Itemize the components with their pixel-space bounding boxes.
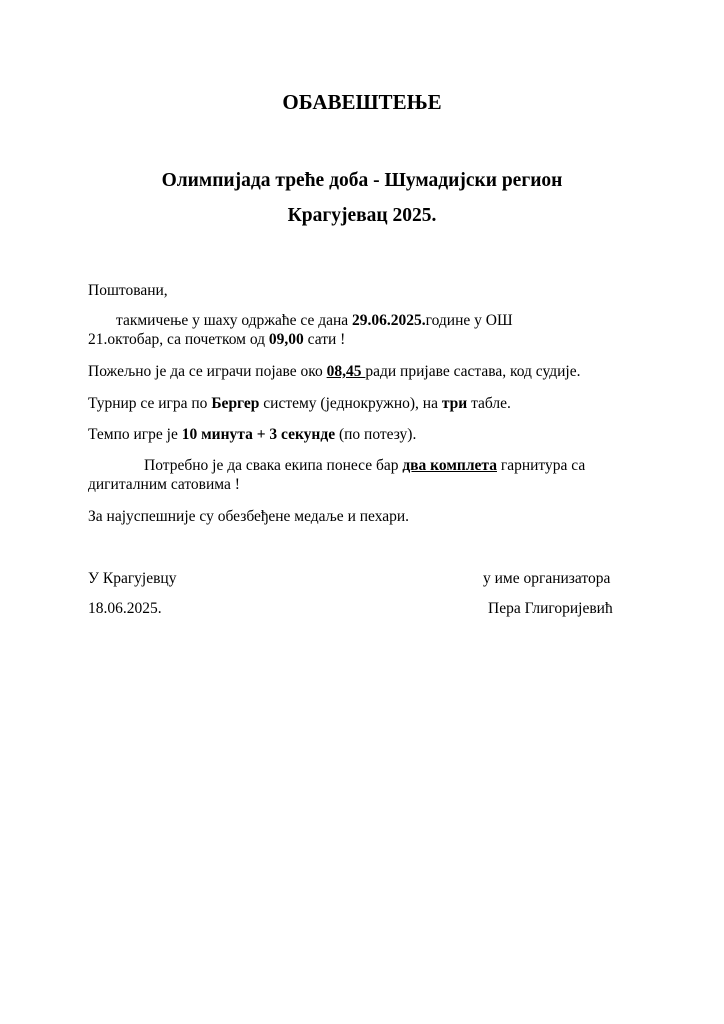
paragraph-time-line xyxy=(88,331,345,349)
text: гарнитура са xyxy=(496,457,586,474)
text: такмичење у шаху одржаће се дана xyxy=(116,312,353,329)
organizer-name: Пера Глигоријевић xyxy=(488,600,613,617)
text: ради пријаве састава, код судије. xyxy=(365,363,581,380)
text: Темпо игре је xyxy=(88,426,182,443)
on-behalf-label: у име организатора xyxy=(483,570,611,587)
text: (по потезу). xyxy=(335,426,417,443)
paragraph-arrival xyxy=(88,363,580,381)
event-location-year: Крагујевац 2025. xyxy=(287,205,437,226)
time-control: 10 минута + 3 секунде xyxy=(181,426,336,443)
document-title: ОБАВЕШТЕЊЕ xyxy=(282,90,442,114)
board-count: три xyxy=(441,395,468,412)
paragraph-system xyxy=(88,395,511,413)
document-date: 18.06.2025. xyxy=(88,600,162,617)
tournament-system: Бергер xyxy=(211,395,260,412)
start-time: 09,00 xyxy=(268,331,304,348)
paragraph-date-line xyxy=(116,312,513,330)
salutation: Поштовани, xyxy=(88,282,168,299)
event-date: 29.06.2025. xyxy=(352,312,426,329)
text: систему (једнокружно), на xyxy=(259,395,442,412)
text: сати ! xyxy=(303,331,346,348)
paragraph-tempo xyxy=(88,426,416,444)
text: године у ОШ xyxy=(425,312,513,329)
paragraph-equipment-line2: дигиталним сатовима ! xyxy=(88,476,240,493)
event-title: Олимпијада треће доба - Шумадијски регион xyxy=(161,170,563,191)
text: Потребно је да свака екипа понесе бар xyxy=(144,457,403,474)
text: Пожељно је да се играчи појаве око xyxy=(88,363,327,380)
text: 21.октобар, са почетком од xyxy=(88,331,269,348)
text: Турнир се игра по xyxy=(88,395,212,412)
text: табле. xyxy=(467,395,511,412)
place: У Крагујевцу xyxy=(88,570,177,587)
paragraph-equipment xyxy=(144,457,585,475)
arrival-time: 08,45 xyxy=(326,363,366,380)
set-count: два комплета xyxy=(402,457,497,474)
paragraph-prizes: За најуспешније су обезбеђене медаље и пехари. xyxy=(88,508,410,525)
